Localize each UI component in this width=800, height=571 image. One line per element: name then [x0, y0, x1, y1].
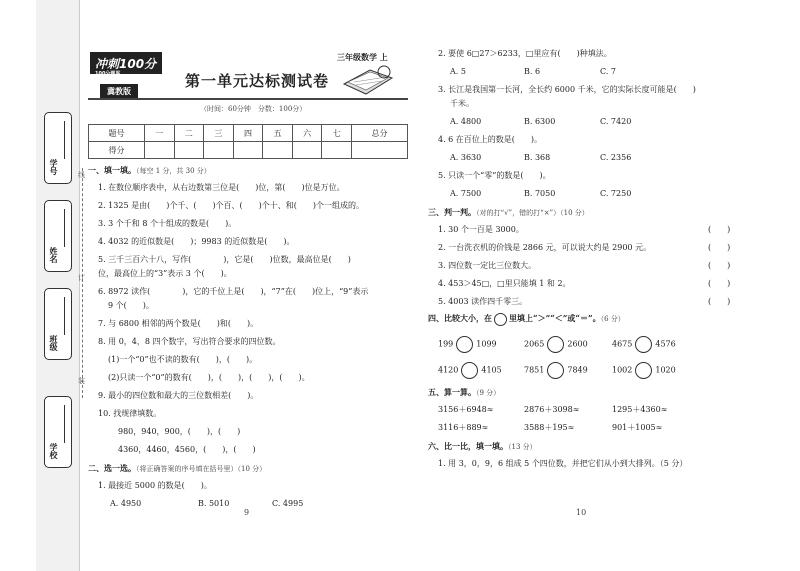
section-4-note: （6 分） [600, 315, 625, 323]
header-rule [88, 98, 408, 100]
page-title: 第一单元达标测试卷 [185, 72, 330, 90]
section-2-note: （将正确答案的序号填在括号里）（10 分） [136, 465, 267, 473]
score-row-label: 得分 [89, 142, 145, 159]
score-cell[interactable] [204, 142, 234, 159]
class-label: 班级 [49, 335, 59, 351]
question-fill-4: 4. 4032 的近似数是( )；9983 的近似数是( )。 [98, 237, 295, 246]
question-fill-8: 8. 用 0，4，8 四个数字，写出符合要求的四位数。 [98, 337, 281, 346]
brand-text: 冲刺100分 [95, 57, 157, 71]
compare-item [438, 336, 497, 353]
choice-1-option-a: A. 4950 [110, 499, 142, 508]
choice-2-option-c: C. 7 [600, 67, 617, 76]
section-3-heading [428, 206, 589, 219]
compare-right-value: 2600 [567, 339, 588, 349]
section-6-heading [428, 440, 537, 453]
question-choice-1: 1. 最接近 5000 的数是( )。 [98, 481, 212, 490]
calc-item: 3156＋6948≈ [438, 405, 494, 414]
score-cell[interactable] [144, 142, 174, 159]
section-3-note: （对的打“√”，错的打“×”）（10 分） [476, 209, 589, 217]
score-cell[interactable] [263, 142, 293, 159]
compare-circle[interactable] [456, 336, 473, 353]
compare-circle[interactable] [461, 362, 478, 379]
section-4-title-post: 里填上“＞”“＜”或“＝”。 [509, 313, 601, 323]
score-cell[interactable] [322, 142, 352, 159]
question-fill-6-cont: 9 个( )。 [108, 301, 154, 310]
section-6-note: （13 分） [508, 443, 537, 451]
school-field[interactable] [44, 396, 72, 468]
student-number-field[interactable] [44, 112, 72, 184]
section-1-note: （每空 1 分，共 30 分） [136, 167, 211, 175]
judge-3-answer-box[interactable]: ( ) [708, 261, 731, 270]
score-cell[interactable] [292, 142, 322, 159]
score-cell[interactable] [174, 142, 204, 159]
score-cell[interactable] [233, 142, 263, 159]
score-col-5: 五 [263, 125, 293, 142]
judge-5-answer-box[interactable]: ( ) [708, 297, 731, 306]
section-6-title: 六、比一比，填一填。 [428, 441, 508, 451]
calc-item: 3588＋195≈ [524, 423, 575, 432]
score-table-header-row [89, 125, 408, 142]
question-judge-1: 1. 30 个一百是 3000。 [438, 225, 524, 234]
section-5-heading [428, 386, 500, 399]
question-choice-4: 4. 6 在百位上的数是( )。 [438, 135, 543, 144]
section-2-title: 二、选一选。 [88, 463, 136, 473]
student-number-label: 学号 [49, 159, 59, 175]
question-fill-5: 5. 三千三百六十八，写作( )，它是( )位数，最高位是( ) [98, 255, 351, 264]
section-2-heading [88, 462, 266, 475]
score-table [88, 124, 408, 159]
school-label: 学校 [49, 443, 59, 459]
calc-item: 2876＋3098≈ [524, 405, 580, 414]
question-fill-9: 9. 最小的四位数和最大的三位数相差( )。 [98, 391, 259, 400]
score-col-4: 四 [233, 125, 263, 142]
choice-3-option-c: C. 7420 [600, 117, 632, 126]
choice-4-option-a: A. 3630 [450, 153, 482, 162]
choice-2-option-a: A. 5 [450, 67, 466, 76]
compare-right-value: 1099 [476, 339, 497, 349]
time-score-info: （时间：60分钟 分数：100分） [200, 105, 307, 113]
class-field[interactable] [44, 288, 72, 360]
book-illustration-icon [340, 62, 396, 96]
binding-strip [36, 0, 80, 571]
question-choice-5: 5. 只读一个“零”的数是( )。 [438, 171, 551, 180]
question-fill-5-cont: 位，最高位上的“3”表示 3 个( )。 [98, 269, 232, 278]
cut-mark-xian: 线 [78, 171, 85, 179]
compare-right-value: 7849 [567, 365, 588, 375]
section-5-note: （9 分） [476, 389, 501, 397]
question-fill-8-part-1: (1)一个“0”也不读的数有( )，( )。 [108, 355, 258, 364]
question-fill-8-part-2: (2)只读一个“0”的数有( )，( )，( )，( )。 [108, 373, 310, 382]
section-3-title: 三、判一判。 [428, 207, 476, 217]
compare-left-value: 4120 [438, 365, 459, 375]
score-col-1: 一 [144, 125, 174, 142]
compare-circle[interactable] [635, 336, 652, 353]
score-col-3: 三 [204, 125, 234, 142]
question-judge-3: 3. 四位数一定比三位数大。 [438, 261, 537, 270]
score-col-total: 总分 [352, 125, 408, 142]
score-cell[interactable] [352, 142, 408, 159]
cut-line [82, 168, 83, 398]
compare-circle[interactable] [547, 336, 564, 353]
judge-4-answer-box[interactable]: ( ) [708, 279, 731, 288]
brand-subtext: 100分题库 [95, 71, 121, 77]
question-fill-7: 7. 与 6800 相邻的两个数是( )和( )。 [98, 319, 259, 328]
compare-left-value: 7851 [524, 365, 545, 375]
score-col-7: 七 [322, 125, 352, 142]
circle-icon [494, 313, 507, 326]
compare-right-value: 1020 [655, 365, 676, 375]
edition-badge: 冀教版 [100, 84, 138, 98]
compare-item [438, 362, 502, 379]
cut-mark-ding: 订 [78, 274, 85, 282]
score-col-6: 六 [292, 125, 322, 142]
page-number-right: 10 [576, 508, 587, 517]
page-number-left: 9 [244, 508, 250, 517]
choice-5-option-a: A. 7500 [450, 189, 482, 198]
compare-item [612, 362, 676, 379]
brand-logo [90, 52, 162, 77]
judge-2-answer-box[interactable]: ( ) [708, 243, 731, 252]
compare-item [612, 336, 676, 353]
choice-2-option-b: B. 6 [524, 67, 541, 76]
compare-left-value: 199 [438, 339, 454, 349]
choice-5-option-b: B. 7050 [524, 189, 556, 198]
section-5-title: 五、算一算。 [428, 387, 476, 397]
compare-left-value: 2065 [524, 339, 545, 349]
question-fill-1: 1. 在数位顺序表中，从右边数第三位是( )位，第( )位是万位。 [98, 183, 345, 192]
compare-item [524, 336, 588, 353]
compare-left-value: 4675 [612, 339, 633, 349]
score-col-2: 二 [174, 125, 204, 142]
question-judge-2: 2. 一台洗衣机的价钱是 2866 元，可以说大约是 2900 元。 [438, 243, 652, 252]
compare-right-value: 4105 [481, 365, 502, 375]
question-compare-fill-1: 1. 用 3，0，9，6 组成 5 个四位数，并把它们从小到大排列。（5 分） [438, 459, 688, 468]
question-judge-4: 4. 453＞45□，□里只能填 1 和 2。 [438, 279, 571, 288]
section-1-heading [88, 164, 211, 177]
choice-5-option-c: C. 7250 [600, 189, 632, 198]
question-fill-10-seq-2: 4360，4460，4560，( )，( ) [118, 445, 256, 454]
question-fill-10: 10. 找规律填数。 [98, 409, 162, 418]
question-choice-3-cont: 千米。 [450, 99, 474, 108]
section-4-title-pre: 四、比较大小，在 [428, 313, 492, 323]
choice-4-option-c: C. 2356 [600, 153, 632, 162]
question-fill-10-seq-1: 980，940，900，( )，( ) [118, 427, 241, 436]
calc-item: 3116＋889≈ [438, 423, 489, 432]
score-col-label: 题号 [89, 125, 145, 142]
question-choice-3: 3. 长江是我国第一长河，全长约 6000 千米，它的实际长度可能是( ) [438, 85, 696, 94]
compare-item [524, 362, 588, 379]
compare-left-value: 1002 [612, 365, 633, 375]
compare-circle[interactable] [635, 362, 652, 379]
question-judge-5: 5. 4003 读作四千零三。 [438, 297, 528, 306]
calc-item: 901＋1005≈ [612, 423, 663, 432]
cut-mark-zhuang: 装 [78, 377, 85, 385]
choice-3-option-b: B. 6300 [524, 117, 556, 126]
grade-label: 三年级数学 上 [337, 52, 388, 62]
name-field[interactable] [44, 200, 72, 272]
choice-4-option-b: B. 368 [524, 153, 551, 162]
choice-1-option-b: B. 5010 [198, 499, 230, 508]
question-fill-6: 6. 8972 读作( )，它的千位上是( )，“7”在( )位上，“9”表示 [98, 287, 369, 296]
question-fill-3: 3. 3 个千和 8 个十组成的数是( )。 [98, 219, 237, 228]
section-1-title: 一、填一填。 [88, 165, 136, 175]
question-fill-2: 2. 1325 是由( )个千、( )个百、( )个十、和( )个一组成的。 [98, 201, 365, 210]
compare-circle[interactable] [547, 362, 564, 379]
section-4-heading [428, 312, 625, 326]
question-choice-2: 2. 要使 6□27＞6233，□里应有( )种填法。 [438, 49, 612, 58]
choice-3-option-a: A. 4800 [450, 117, 482, 126]
choice-1-option-c: C. 4995 [272, 499, 304, 508]
calc-item: 1295＋4360≈ [612, 405, 668, 414]
compare-right-value: 4576 [655, 339, 676, 349]
judge-1-answer-box[interactable]: ( ) [708, 225, 731, 234]
score-table-score-row [89, 142, 408, 159]
name-label: 姓名 [49, 247, 59, 263]
